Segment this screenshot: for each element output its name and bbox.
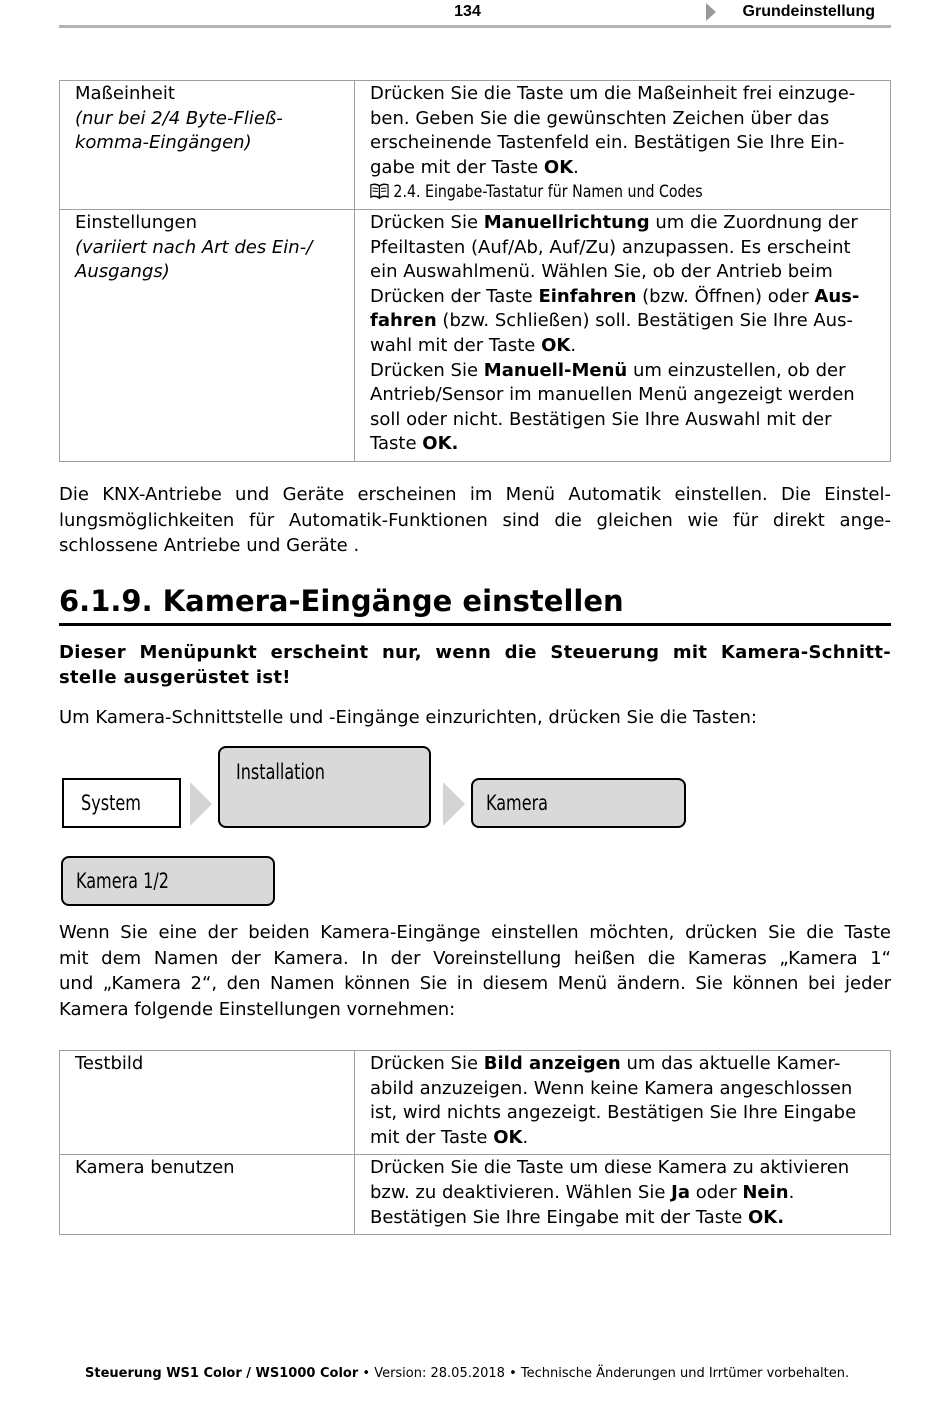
text-fragment: .: [570, 334, 577, 356]
key-manuellrichtung: Manuellrichtung: [483, 211, 650, 233]
key-einfahren: Einfahren: [538, 285, 637, 307]
setting-label: Kamera benutzen: [75, 1157, 235, 1179]
text-fragment: Drücken Sie: [370, 211, 484, 233]
description-line: Drücken Sie die Taste um die Maßeinheit frei einzuge-: [370, 83, 856, 104]
description-line: [370, 334, 876, 359]
description-line: [370, 285, 876, 310]
page-number: 134: [454, 3, 481, 20]
key-ok: OK.: [422, 433, 459, 455]
table-row: [60, 209, 891, 461]
paragraph-line: Die KNX-Antriebe und Geräte erscheinen im Menü Automatik einstellen. Die Einstel-: [59, 484, 891, 505]
table-cell-label: [60, 1155, 355, 1235]
description-line: [370, 211, 876, 236]
footer-version: Version: 28.05.2018: [374, 1366, 505, 1381]
settings-table-1: [59, 80, 891, 462]
table-cell-label: [60, 1051, 355, 1155]
text-fragment: um das aktuelle Kamer-: [620, 1053, 841, 1074]
key-ausfahren: fahren: [370, 310, 437, 332]
kamera-button-label: Kamera: [486, 791, 549, 815]
nav-arrow-icon: [443, 782, 465, 826]
key-ja: Ja: [671, 1181, 690, 1203]
text-fragment: .: [522, 1126, 529, 1148]
paragraph-line: Wenn Sie eine der beiden Kamera-Eingänge einstellen möchten, drücken Sie die Taste: [59, 922, 891, 943]
setting-note: komma-Eingängen): [75, 132, 252, 154]
text-fragment: um die Zuordnung der: [649, 211, 858, 233]
text-fragment: Taste: [370, 433, 423, 455]
description-line: [370, 432, 876, 457]
installation-button-label: Installation: [236, 760, 325, 784]
header-divider: [59, 25, 891, 28]
paragraph-line: schlossene Antriebe und Geräte .: [59, 535, 360, 556]
key-manuell-menu: Manuell-Menü: [483, 359, 628, 381]
text-fragment: (bzw. Öffnen) oder: [636, 285, 815, 307]
text-fragment: oder: [690, 1181, 743, 1203]
table-cell-description: [355, 209, 891, 461]
text-fragment: bzw. zu deaktivieren. Wählen Sie: [370, 1181, 672, 1203]
description-line: ein Auswahlmenü. Wählen Sie, ob der Antrieb beim: [370, 261, 833, 283]
cross-reference-text: 2.4. Eingabe-Tastatur für Namen und Codes: [393, 182, 703, 202]
description-line: Pfeiltasten (Auf/Ab, Auf/Zu) anzupassen. Es erscheint: [370, 236, 851, 258]
setting-label: Testbild: [75, 1053, 144, 1074]
instruction-text: Um Kamera-Schnittstelle und -Eingänge einzurichten, drücken Sie die Tasten:: [59, 707, 757, 728]
description-line: abild anzuzeigen. Wenn keine Kamera angeschlossen: [370, 1077, 853, 1099]
key-ausfahren: Aus-: [814, 285, 860, 307]
description-line: Drücken Sie die Taste um diese Kamera zu aktivieren: [370, 1157, 850, 1179]
key-ok: OK: [543, 156, 574, 178]
table-cell-description: [355, 1051, 891, 1155]
description-line: Antrieb/Sensor im manuellen Menü angezeigt werden: [370, 384, 855, 406]
text-fragment: Drücken Sie: [370, 359, 484, 381]
table-cell-label: [60, 209, 355, 461]
footer-separator: •: [358, 1366, 375, 1381]
paragraph-line: Kamera folgende Einstellungen vornehmen:: [59, 998, 456, 1020]
description-line: [370, 359, 876, 384]
notice-line: stelle ausgerüstet ist!: [59, 667, 291, 688]
table-row: [60, 1155, 891, 1235]
key-ok: OK: [541, 334, 571, 356]
paragraph-line: mit dem Namen der Kamera. In der Voreinstellung heißen die Kameras „Kamera 1“: [59, 947, 891, 969]
paragraph-line: lungsmöglichkeiten für Automatik-Funktionen sind die gleichen wie für direkt ange-: [59, 509, 891, 531]
installation-button[interactable]: [218, 746, 431, 828]
header-arrow-icon: [706, 3, 716, 21]
setting-note: Ausgangs): [75, 261, 170, 283]
camera-paragraph: [59, 920, 891, 1022]
description-line: [370, 1206, 876, 1231]
paragraph-line: und „Kamera 2“, den Namen können Sie in diesem Menü ändern. Sie können bei jeder: [59, 973, 891, 994]
setting-note: (variiert nach Art des Ein-/: [75, 236, 313, 258]
description-line: erscheinende Tastenfeld ein. Bestätigen Sie Ihre Ein-: [370, 132, 845, 154]
text-fragment: gabe mit der Taste: [370, 156, 544, 178]
description-line: [370, 1126, 876, 1151]
text-fragment: um einzustellen, ob der: [627, 359, 846, 381]
text-fragment: .: [788, 1181, 795, 1203]
nav-arrow-icon: [190, 782, 212, 826]
description-line: [370, 156, 876, 181]
cross-reference[interactable]: [370, 180, 805, 205]
setting-label: Einstellungen: [75, 211, 198, 233]
key-bild-anzeigen: Bild anzeigen: [483, 1053, 621, 1074]
footer-product: Steuerung WS1 Color / WS1000 Color: [85, 1366, 359, 1381]
description-line: [370, 309, 876, 334]
text-fragment: mit der Taste: [370, 1126, 494, 1148]
text-fragment: .: [573, 156, 579, 178]
system-button-label: System: [81, 791, 141, 815]
setting-label: Maßeinheit: [75, 83, 175, 104]
table-cell-description: [355, 81, 891, 210]
key-ok: OK.: [748, 1206, 785, 1228]
text-fragment: Drücken Sie: [370, 1053, 484, 1074]
section-title: 6.1.9. Kamera-Eingänge einstellen: [59, 581, 891, 626]
description-line: ben. Geben Sie die gewünschten Zeichen über das: [370, 107, 830, 129]
intro-paragraph: [59, 482, 891, 559]
footer-separator: •: [504, 1366, 521, 1381]
footer-disclaimer: Technische Änderungen und Irrtümer vorbehalten.: [520, 1366, 850, 1381]
description-line: [370, 1181, 876, 1206]
table-row: [60, 81, 891, 210]
table-cell-label: [60, 81, 355, 210]
table-row: [60, 1051, 891, 1155]
text-fragment: (bzw. Schließen) soll. Bestätigen Sie Ihre Aus-: [436, 310, 853, 332]
kamera-12-button-label: Kamera 1/2: [76, 869, 169, 893]
table-cell-description: [355, 1155, 891, 1235]
kamera-12-button[interactable]: [61, 856, 275, 906]
setting-note: (nur bei 2/4 Byte-Fließ-: [75, 107, 283, 129]
header-section-title: Grundeinstellung: [742, 3, 875, 20]
description-line: soll oder nicht. Bestätigen Sie Ihre Auswahl mit der: [370, 408, 832, 430]
description-line: ist, wird nichts angezeigt. Bestätigen Sie Ihre Eingabe: [370, 1102, 857, 1124]
settings-table-2: [59, 1050, 891, 1235]
system-button[interactable]: [62, 778, 181, 828]
kamera-button[interactable]: [471, 778, 686, 828]
text-fragment: Drücken der Taste: [370, 285, 539, 307]
text-fragment: Bestätigen Sie Ihre Eingabe mit der Taste: [370, 1206, 748, 1228]
notice: [59, 640, 891, 690]
description-line: [370, 1052, 876, 1077]
notice-line: Dieser Menüpunkt erscheint nur, wenn die Steuerung mit Kamera-Schnitt-: [59, 642, 891, 663]
text-fragment: wahl mit der Taste: [370, 334, 542, 356]
key-ok: OK: [493, 1126, 523, 1148]
page-footer: [85, 1366, 875, 1381]
book-icon: [370, 182, 389, 200]
key-nein: Nein: [742, 1181, 789, 1203]
